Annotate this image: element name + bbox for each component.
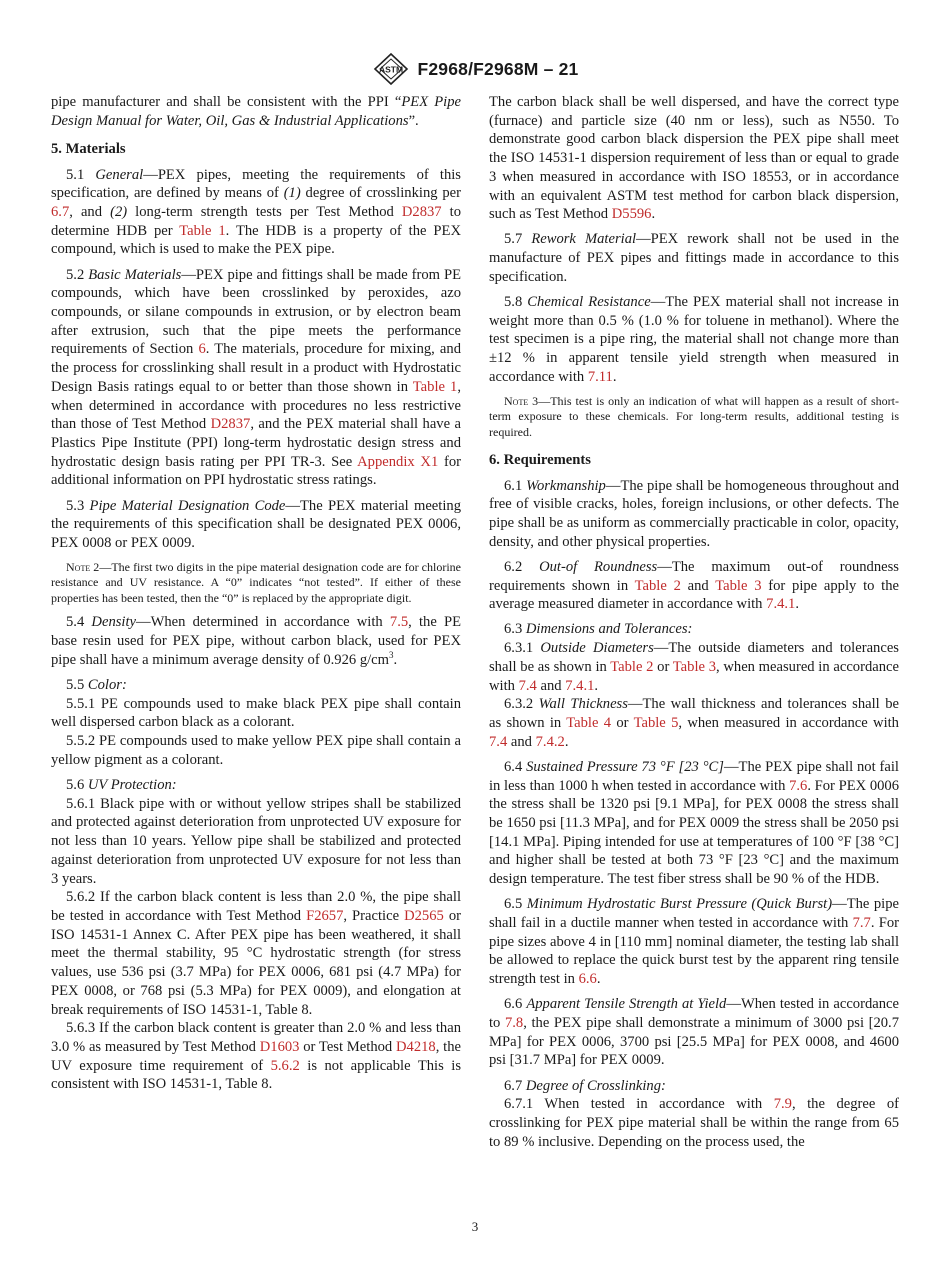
- link-7-4[interactable]: 7.4: [489, 733, 508, 750]
- link-table-1[interactable]: Table 1: [179, 222, 226, 239]
- page-number: 3: [471, 1219, 479, 1234]
- link-f2657[interactable]: F2657: [306, 908, 344, 924]
- link-6-7[interactable]: 6.7: [51, 204, 70, 221]
- para-6-3-2: 6.3.2 Wall Thickness—The wall thickness and tolerances shall be as shown in Table 4 or Table 5, when measured in accordance with 7.4 and 7.4.2.: [489, 696, 899, 750]
- link-7-8[interactable]: 7.8: [504, 1015, 524, 1032]
- para-5-7: 5.7 Rework Material—PEX rework shall not be used in the manufacture of PEX pipes and fittings made in accordance to this specification.: [489, 231, 900, 285]
- link-appendix-x1[interactable]: Appendix X1: [357, 453, 439, 470]
- para-6-7-1: 6.7.1 When tested in accordance with 7.9, the degree of crosslinking for PEX pipe material shall be within the range from 65 to 89 % inclusive. Depending on the process used, the: [489, 1096, 899, 1150]
- link-d4218[interactable]: D4218: [396, 1038, 436, 1055]
- note-3: Note 3—This test is only an indication of what will happen as a result of short-term exposure to these chemicals. For long-term results, additional testing is required.: [489, 393, 899, 439]
- link-table-2[interactable]: Table 2: [610, 658, 654, 675]
- link-5-6-2[interactable]: 5.6.2: [270, 1057, 300, 1074]
- document-designation: F2968/F2968M – 21: [417, 58, 579, 79]
- link-7-11[interactable]: 7.11: [587, 368, 613, 385]
- link-7-4-2[interactable]: 7.4.2: [535, 733, 565, 750]
- para-5-3: 5.3 Pipe Material Designation Code—The PEX material meeting the requirements of this specification shall be designated PEX 0006, PEX 0008 or PEX 0009.: [51, 497, 461, 551]
- para-6-7: 6.7 Degree of Crosslinking:: [504, 1077, 666, 1094]
- para-5-5-2: 5.5.2 PE compounds used to make yellow PEX pipe shall contain a yellow pigment as a colorant.: [51, 733, 461, 768]
- link-d2565[interactable]: D2565: [404, 908, 444, 924]
- note-2: Note 2—The first two digits in the pipe material designation code are for chlorine resistance and UV resistance. A “0” indicates “not tested”. If either of these properties has been tested, then the “0” is replaced by the appropriate digit.: [51, 559, 461, 605]
- para-5-6-1: 5.6.1 Black pipe with or without yellow stripes shall be stabilized and protected against deterioration from unprotected UV exposure for not less than 10 years. Yellow pipe shall be stabilized and protected against deterioration from unprotected UV exposure for not less than 3 years.: [51, 795, 461, 887]
- link-d1603[interactable]: D1603: [259, 1038, 300, 1055]
- link-table-5[interactable]: Table 5: [633, 714, 679, 731]
- link-7-9[interactable]: 7.9: [773, 1096, 792, 1113]
- svg-text:ASTM: ASTM: [379, 64, 404, 75]
- link-7-4-1[interactable]: 7.4.1: [565, 677, 595, 694]
- para-5-8: 5.8 Chemical Resistance—The PEX material shall not increase in weight more than 0.5 % (1.0 % for toluene in methanol). Where the test specimen is a pipe ring, the material shall not change more than ±12 % in apparent tensile yield strength when measured in accordance with 7.11.: [489, 294, 899, 385]
- para-5-6-3: 5.6.3 If the carbon black content is greater than 2.0 % and less than 3.0 % as measured by Test Method D1603 or Test Method D4218, the UV exposure time requirement of 5.6.2 is not applicable This is consistent with ISO 14531-1, Table 8.: [51, 1020, 461, 1093]
- link-7-6[interactable]: 7.6: [789, 777, 808, 794]
- para-5-6-3-continued: The carbon black shall be well dispersed, and have the correct type (furnace) and particle size (40 nm or less), such as N550. To demonstrate good carbon black dispersion the PEX pipe shall meet the ISO 14531-1 dispersion requirement of less than or equal to grade 3 when measured in accordance with ISO 18553, or in accordance with an equivalent ASTM test method for carbon black dispersion, such as Test Method D5596.: [489, 94, 899, 223]
- link-table-4[interactable]: Table 4: [566, 714, 612, 731]
- link-table-2[interactable]: Table 2: [634, 577, 681, 594]
- para-5-2: 5.2 Basic Materials—PEX pipe and fittings shall be made from PE compounds, which have been crosslinked by peroxides, azo compounds, or silane compounds in extrusion, or by electron beam after extrusion, such that the pipe meets the performance requirements of Section 6. The materials, procedure for mixing, and the process for crosslinking shall result in a product with Hydrostatic Design Basis ratings equal to or better than those shown in Table 1, when determined in accordance with procedures no less restrictive than those of Test Method D2837, and the PEX material shall have a Plastics Pipe Institute (PPI) long-term hydrostatic design stress and hydrostatic design basis rating per PPI TR-3. See Appendix X1 for additional information on PPI hydrostatic stress ratings.: [51, 266, 462, 489]
- para-5-6-2: 5.6.2 If the carbon black content is less than 2.0 %, the pipe shall be tested in accordance with Test Method F2657, Practice D2565 or ISO 14531-1 Annex C. After PEX pipe has been weathered, it shall meet the thermal stability, 95 °C hydrostatic strength (for stress values, use 536 psi (3.7 MPa) for PEX 0006, 681 psi (4.7 MPa) for PEX 0008, or 768 psi (5.3 MPa) for PEX 0009), and elongation at break requirements of ISO 14531-1, Table 8.: [51, 889, 461, 1018]
- page-header: [0, 52, 950, 86]
- para-5-4: 5.4 Density—When determined in accordance with 7.5, the PE base resin used for PEX pipe, without carbon black, used for PEX pipe shall have a minimum average density of 0.926 $g/cm^3$.: [51, 614, 461, 668]
- para-6-1: 6.1 Workmanship—The pipe shall be homogeneous throughout and free of visible cracks, holes, foreign inclusions, or other defects. The pipe shall be as uniform as commercially practicable in color, opacity, density, and other physical properties.: [489, 477, 900, 550]
- right-column: [489, 93, 899, 1158]
- para-5-1: 5.1 General—PEX pipes, meeting the requirements of this specification, are defined by means of (1) degree of crosslinking per 6.7, and (2) long-term strength tests per Test Method D2837 to determine HDB per Table 1. The HDB is a property of the PEX compound, which is used to make the PEX pipe.: [51, 166, 461, 258]
- para-6-4: 6.4 Sustained Pressure 73 °F [23 °C]—The PEX pipe shall not fail in less than 1000 h when tested in accordance with 7.6. For PEX 0006 the stress shall be 1320 psi [9.1 MPa], for PEX 0008 the stress shall be 1650 psi [11.3 MPa], and for PEX 0009 the stress shall be 2050 psi [14.1 MPa]. Piping intended for use at temperatures of 100 °F [38 °C] and higher shall be tested at both 73 °F [23 °C] and the maximum design temperature. The test fiber stress shall be 90 % of the HDB.: [489, 758, 900, 888]
- link-section-6[interactable]: 6: [198, 341, 206, 358]
- link-table-3[interactable]: Table 3: [672, 658, 716, 675]
- link-table-3[interactable]: Table 3: [715, 577, 762, 594]
- para-6-3-1: 6.3.1 Outside Diameters—The outside diameters and tolerances shall be as shown in Table 2 or Table 3, when measured in accordance with 7.4 and 7.4.1.: [489, 640, 899, 694]
- link-d2837[interactable]: D2837: [210, 416, 251, 433]
- para-5-5-1: 5.5.1 PE compounds used to make black PEX pipe shall contain well dispersed carbon black as a colorant.: [51, 695, 461, 731]
- para-5-5: 5.5 Color:: [66, 677, 127, 694]
- section-5-heading: 5. Materials: [51, 141, 126, 158]
- link-7-4-1[interactable]: 7.4.1: [766, 596, 796, 613]
- para-6-3: 6.3 Dimensions and Tolerances:: [504, 621, 693, 638]
- link-table-1[interactable]: Table 1: [412, 378, 458, 395]
- intro-paragraph: pipe manufacturer and shall be consistent with the PPI “PEX Pipe Design Manual for Water, Oil, Gas & Industrial Applications”.: [51, 94, 461, 129]
- link-7-7[interactable]: 7.7: [852, 915, 871, 931]
- astm-logo-icon: [371, 52, 411, 86]
- para-6-5: 6.5 Minimum Hydrostatic Burst Pressure (Quick Burst)—The pipe shall fail in a ductile manner when tested in accordance with 7.7. For pipe sizes above 4 in [110 mm] nominal diameter, the testing lab shall be allowed to replace the quick burst test by the apparent ring tensile strength test in 6.6.: [489, 896, 899, 988]
- left-column: [51, 93, 461, 1101]
- para-6-2: 6.2 Out-of Roundness—The maximum out-of roundness requirements shown in Table 2 and Table 3 for pipe apply to the average measured diameter in accordance with 7.4.1.: [489, 558, 900, 613]
- link-d2837[interactable]: D2837: [401, 204, 442, 221]
- link-6-6[interactable]: 6.6: [578, 971, 597, 988]
- section-6-heading: 6. Requirements: [489, 452, 591, 469]
- link-d5596[interactable]: D5596: [611, 206, 652, 223]
- para-5-6: 5.6 UV Protection:: [66, 777, 177, 794]
- para-6-6: 6.6 Apparent Tensile Strength at Yield—When tested in accordance to 7.8, the PEX pipe shall demonstrate a minimum of 3000 psi [20.7 MPa] for PEX 0006, 3700 psi [25.5 MPa] for PEX 0008, and 4600 psi [31.7 MPa] for PEX 0009.: [489, 996, 900, 1069]
- link-7-5[interactable]: 7.5: [389, 614, 409, 631]
- link-7-4[interactable]: 7.4: [518, 677, 537, 694]
